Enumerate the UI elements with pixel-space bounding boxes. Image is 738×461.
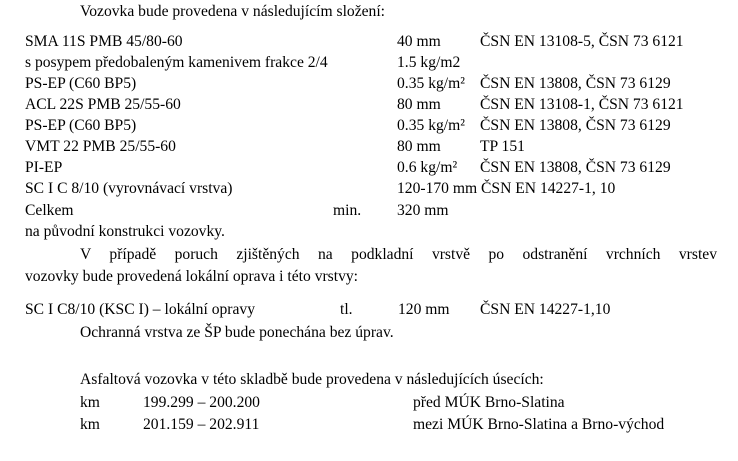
layer-name: PS-EP (C60 BP5) [25, 117, 137, 134]
layer-value: 40 mm [397, 33, 441, 50]
layer-norm: ČSN EN 13808, ČSN 73 6129 [480, 159, 671, 176]
sections-intro: Asfaltová vozovka v této skladbě bude provedena v následujících úsecích: [80, 371, 544, 388]
protective-note: Ochranná vrstva ze ŠP bude ponechána bez úprav. [80, 324, 394, 341]
layer-name: PS-EP (C60 BP5) [25, 75, 137, 92]
section-unit: km [80, 394, 100, 411]
layer-name: s posypem předobaleným kamenivem frakce 2/4 [25, 54, 328, 71]
repair-qualifier: tl. [340, 301, 353, 318]
section-desc: mezi MÚK Brno-Slatina a Brno-východ [413, 416, 665, 433]
layer-name: SC I C 8/10 (vyrovnávací vrstva) [25, 180, 233, 197]
layer-norm: ČSN EN 13108-1, ČSN 73 6121 [480, 96, 684, 113]
paragraph-line-2: vozovky bude provedená lokální oprava i této vrstvy: [25, 268, 359, 285]
section-range: 201.159 – 202.911 [143, 416, 260, 433]
repair-norm: ČSN EN 14227-1,10 [480, 301, 611, 318]
layer-value: 0.35 kg/m² [397, 75, 465, 92]
total-note: na původní konstrukci vozovky. [25, 223, 225, 240]
section-range: 199.299 – 200.200 [143, 394, 260, 411]
section-desc: před MÚK Brno-Slatina [413, 394, 565, 411]
section-unit: km [80, 416, 100, 433]
layer-value: 1.5 kg/m2 [397, 54, 461, 71]
layer-norm: ČSN EN 13808, ČSN 73 6129 [480, 75, 671, 92]
layer-norm: TP 151 [480, 138, 525, 155]
layer-name: PI-EP [25, 159, 63, 176]
layer-norm: ČSN EN 13808, ČSN 73 6129 [480, 117, 671, 134]
layer-name: VMT 22 PMB 25/55-60 [25, 138, 176, 155]
repair-name: SC I C8/10 (KSC I) – lokální opravy [25, 301, 256, 318]
total-label: Celkem [25, 202, 74, 219]
layer-norm: ČSN EN 13108-5, ČSN 73 6121 [480, 33, 684, 50]
paragraph-line-1: V případě poruch zjištěných na podkladní vrstvě po odstranění vrchních vrstev [80, 246, 717, 263]
intro-text: Vozovka bude provedena v následujícím složení: [80, 3, 386, 20]
layer-value: 0.35 kg/m² [397, 117, 465, 134]
total-value: 320 mm [397, 202, 449, 219]
total-qualifier: min. [333, 202, 362, 219]
layer-value: 80 mm [397, 138, 441, 155]
layer-value: 80 mm [397, 96, 441, 113]
layer-name: SMA 11S PMB 45/80-60 [25, 33, 183, 50]
repair-value: 120 mm [398, 301, 450, 318]
layer-value: 0.6 kg/m² [397, 159, 458, 176]
layer-value: 120-170 mm ČSN EN 14227-1, 10 [397, 180, 616, 197]
layer-name: ACL 22S PMB 25/55-60 [25, 96, 181, 113]
